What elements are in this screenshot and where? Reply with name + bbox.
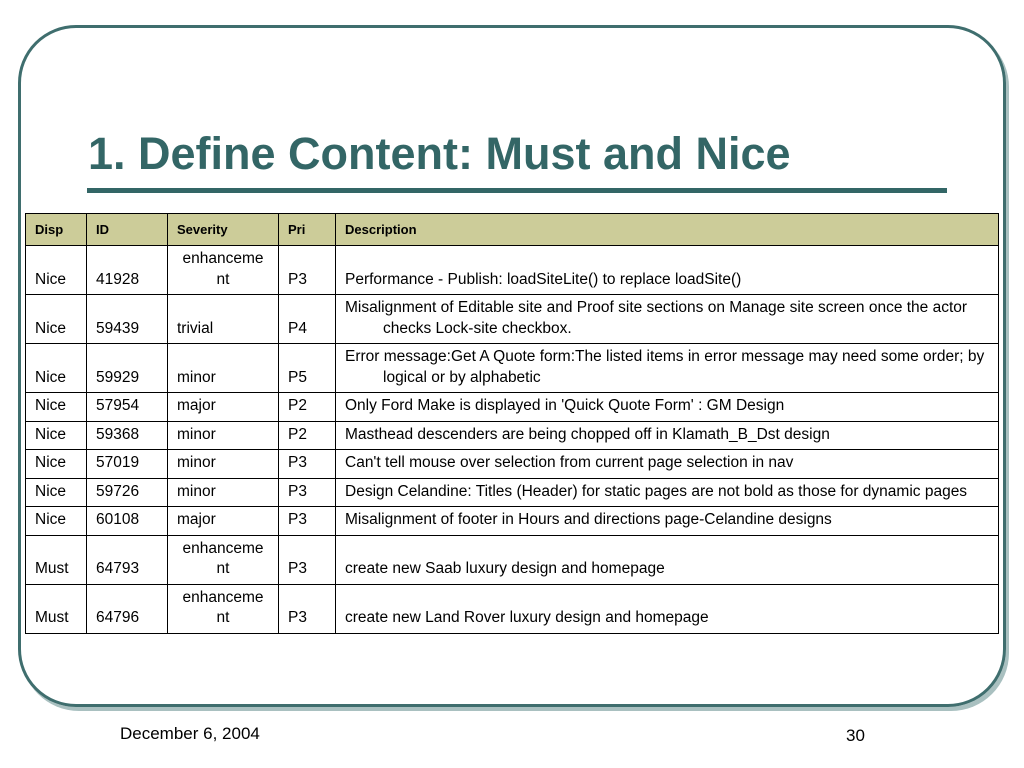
cell-id: 60108 bbox=[87, 507, 168, 536]
table-row bbox=[26, 584, 999, 633]
header-description: Description bbox=[336, 214, 999, 246]
description-text: Misalignment of footer in Hours and directions page-Celandine designs bbox=[345, 511, 832, 528]
cell-disp: Must bbox=[26, 584, 87, 633]
issues-table bbox=[25, 213, 999, 634]
cell-pri: P3 bbox=[279, 535, 336, 584]
table-row bbox=[26, 478, 999, 507]
slide-title: 1. Define Content: Must and Nice bbox=[88, 128, 791, 179]
table-row bbox=[26, 295, 999, 344]
cell-id: 59929 bbox=[87, 344, 168, 393]
cell-pri: P3 bbox=[279, 507, 336, 536]
table-row bbox=[26, 535, 999, 584]
cell-severity: minor bbox=[168, 478, 279, 507]
cell-id: 57954 bbox=[87, 393, 168, 422]
description-text: Misalignment of Editable site and Proof site sections on Manage site screen once the actor checks Lock-site checkbox. bbox=[345, 299, 968, 337]
cell-id: 57019 bbox=[87, 450, 168, 479]
cell-id: 59726 bbox=[87, 478, 168, 507]
cell-severity-text: enhanceme nt bbox=[182, 588, 264, 626]
cell-description bbox=[336, 507, 999, 536]
description-text: Design Celandine: Titles (Header) for static pages are not bold as those for dynamic pages bbox=[345, 482, 968, 500]
table-row bbox=[26, 344, 999, 393]
cell-pri: P2 bbox=[279, 393, 336, 422]
header-id: ID bbox=[87, 214, 168, 246]
cell-disp: Nice bbox=[26, 246, 87, 295]
header-severity: Severity bbox=[168, 214, 279, 246]
cell-description bbox=[336, 450, 999, 479]
cell-description bbox=[336, 344, 999, 393]
table-row bbox=[26, 507, 999, 536]
cell-pri: P2 bbox=[279, 421, 336, 450]
description-text: Can't tell mouse over selection from current page selection in nav bbox=[345, 454, 794, 471]
cell-disp: Nice bbox=[26, 507, 87, 536]
title-underline bbox=[87, 188, 947, 193]
cell-pri: P3 bbox=[279, 478, 336, 507]
cell-disp: Must bbox=[26, 535, 87, 584]
cell-disp: Nice bbox=[26, 295, 87, 344]
header-disp: Disp bbox=[26, 214, 87, 246]
cell-pri: P5 bbox=[279, 344, 336, 393]
cell-severity: major bbox=[168, 507, 279, 536]
cell-pri: P3 bbox=[279, 246, 336, 295]
table-row bbox=[26, 421, 999, 450]
cell-description bbox=[336, 421, 999, 450]
cell-severity: trivial bbox=[168, 295, 279, 344]
description-text: create new Land Rover luxury design and homepage bbox=[345, 609, 709, 626]
cell-pri: P4 bbox=[279, 295, 336, 344]
cell-severity-text: enhanceme nt bbox=[182, 250, 264, 288]
cell-description bbox=[336, 535, 999, 584]
cell-pri: P3 bbox=[279, 584, 336, 633]
cell-pri: P3 bbox=[279, 450, 336, 479]
cell-disp: Nice bbox=[26, 344, 87, 393]
cell-id: 64793 bbox=[87, 535, 168, 584]
table-row bbox=[26, 393, 999, 422]
cell-disp: Nice bbox=[26, 450, 87, 479]
table-row bbox=[26, 450, 999, 479]
description-text: Error message:Get A Quote form:The listed items in error message may need some order; by logical or by alphabetic bbox=[345, 348, 985, 386]
cell-severity: major bbox=[168, 393, 279, 422]
cell-description bbox=[336, 478, 999, 507]
cell-severity: minor bbox=[168, 450, 279, 479]
header-pri: Pri bbox=[279, 214, 336, 246]
description-text: Only Ford Make is displayed in 'Quick Quote Form' : GM Design bbox=[345, 397, 785, 414]
cell-disp: Nice bbox=[26, 421, 87, 450]
cell-severity bbox=[168, 535, 279, 584]
cell-description bbox=[336, 584, 999, 633]
cell-id: 59368 bbox=[87, 421, 168, 450]
cell-severity: minor bbox=[168, 344, 279, 393]
cell-disp: Nice bbox=[26, 478, 87, 507]
cell-id: 64796 bbox=[87, 584, 168, 633]
cell-description bbox=[336, 295, 999, 344]
cell-description bbox=[336, 246, 999, 295]
cell-id: 59439 bbox=[87, 295, 168, 344]
page-number: 30 bbox=[846, 726, 865, 745]
cell-description bbox=[336, 393, 999, 422]
footer-date: December 6, 2004 bbox=[120, 724, 260, 743]
cell-severity: minor bbox=[168, 421, 279, 450]
description-text: create new Saab luxury design and homepage bbox=[345, 560, 665, 577]
description-text: Masthead descenders are being chopped off in Klamath_B_Dst design bbox=[345, 425, 830, 443]
table-row bbox=[26, 246, 999, 295]
cell-severity bbox=[168, 246, 279, 295]
table-header-row bbox=[26, 214, 999, 246]
cell-id: 41928 bbox=[87, 246, 168, 295]
description-text: Performance - Publish: loadSiteLite() to replace loadSite() bbox=[345, 270, 742, 288]
cell-severity bbox=[168, 584, 279, 633]
cell-disp: Nice bbox=[26, 393, 87, 422]
cell-severity-text: enhanceme nt bbox=[182, 539, 264, 577]
